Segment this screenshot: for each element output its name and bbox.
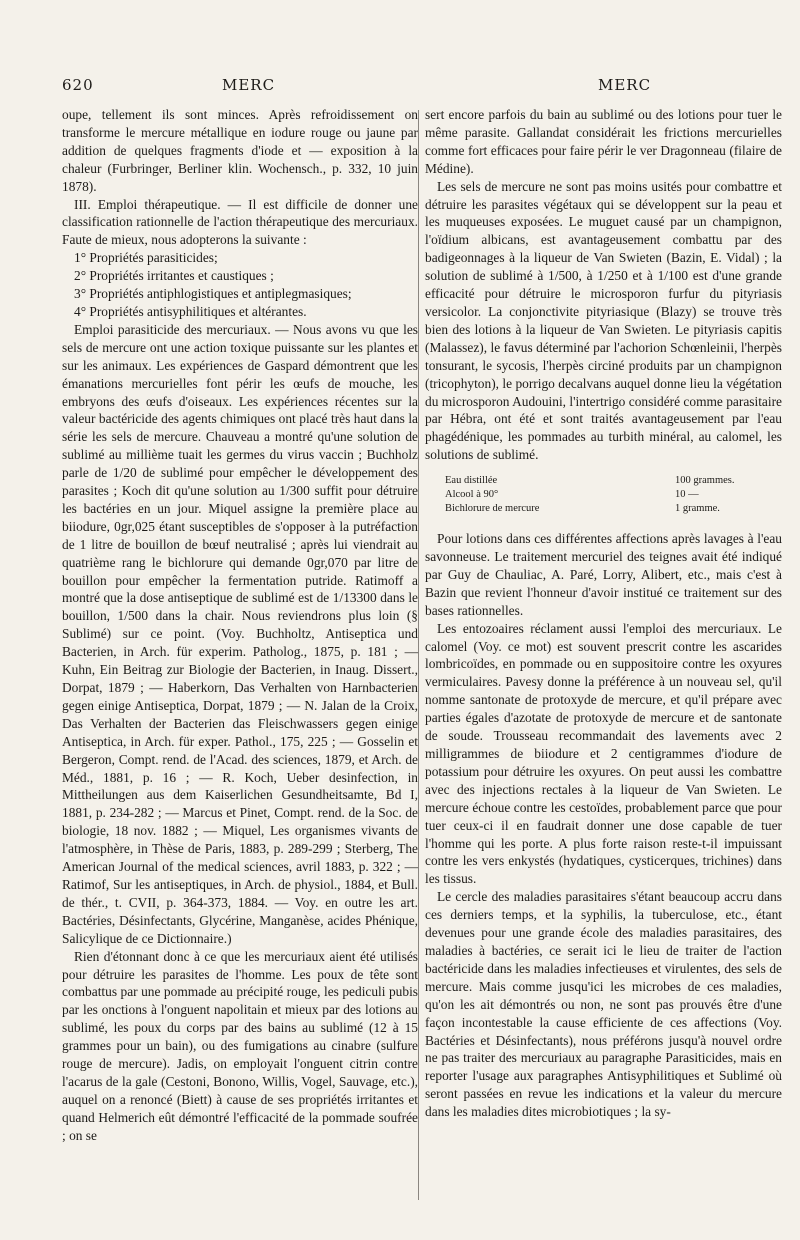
recipe-qty: 1 gramme. (675, 503, 720, 515)
recipe-row (445, 474, 735, 488)
recipe-qty: 100 grammes. (675, 475, 735, 487)
recipe-qty: 10 — (675, 489, 699, 501)
paragraph: sert encore parfois du bain au sublimé ou des lotions pour tuer le même parasite. Gallandat considérait les frictions mercurielles comme fort efficaces pour faire périr le ver Dragonneau (filaire de Médine). (425, 107, 782, 176)
properties-list (62, 249, 418, 321)
recipe-item: Alcool à 90° (445, 489, 499, 501)
paragraph: Le cercle des maladies parasitaires s'étant beaucoup accru dans ces derniers temps, et la syphilis, la tuberculose, etc., étant devenues pour une grande école des maladies parasitaires, des maladies à bactéries, ce serait ici le lieu de traiter de l'action bactéricide dans les maladies infectieuses et virulentes, des sels de mercure. Mais comme jusqu'ici les microbes de ces maladies, qu'on les ait démontrés ou non, ne sont pas prouvés être d'une façon incontestable la cause efficiente de ces affections (Voy. Bactéries et Désinfectants), nous préférons jusqu'à nouvel ordre ne pas traiter des mercuriaux au paragraphe Parasiticides, mais en reporter l'usage aux paragraphes Antisyphilitiques et Sublimé où seront passées en revue les indications et la valeur du mercure dans les maladies dites microbiotiques ; la sy- (425, 889, 782, 1120)
recipe-table (445, 474, 735, 516)
recipe-item: Eau distillée (445, 475, 498, 487)
paragraph: oupe, tellement ils sont minces. Après refroidissement on transforme le mercure métallique en iodure rouge ou jaune par addition de quelques fragments d'iode et — exposition à la chaleur (Furbringer, Berliner klin. Wochensch., p. 332, 10 juin 1878). (62, 107, 418, 194)
column-divider (418, 110, 419, 1200)
page-number: 620 (62, 76, 94, 94)
left-running-head: MERC (222, 76, 276, 94)
recipe-row (445, 502, 735, 516)
section-heading-paragraph: III. Emploi thérapeutique. — Il est difficile de donner une classification rationnelle de l'action thérapeutique des mercuriaux. Faute de mieux, nous adopterons la suivante : (62, 196, 418, 248)
paragraph: Les entozoaires réclament aussi l'emploi des mercuriaux. Le calomel (Voy. ce mot) est souvent prescrit contre les ascarides lombricoïdes, en pommade ou en suppositoire contre les oxyures vermiculaires. Pavesy donne la préférence à un nouveau sel, qu'il nomme santonate de protoxyde de mercure, et qu'il prépare avec parties égales d'azotate de protoxyde de mercure et de santonate de soude. Trousseau recommandait des lavements avec 2 milligrammes de biiodure et 2 centigrammes d'iodure de potassium pour détruire les oxyures. On peut aussi les combattre avec des injections rectales à la liqueur de Van Swieten. Le mercure échoue contre les cestoïdes, probablement parce que pour tuer ceux-ci il en faudrait donner une dose capable de tuer l'homme qui les porte. A plus forte raison reste-t-il impuissant contre les vers enkystés (hydatiques, cysticerques, trichines) dans les tissus. (425, 620, 782, 887)
paragraph: Les sels de mercure ne sont pas moins usités pour combattre et détruire les parasites végétaux qui se développent sur la peau et les muqueuses exposées. Le muguet causé par un champignon, l'oïdium albicans, est avantageusement combattu par des badigeonnages à la liqueur de Van Swieten (Bazin, E. Vidal) ; la solution de sublimé à 1/500, à 1/250 et à 1/100 est d'une grande efficacité pour détruire le microsporon furfur du pityriasis versicolor. La conjonctivite pityriasique (Blazy) se trouve très bien des lotions à la liqueur de Van Swieten. Le pityriasis capitis (Malassez), le favus déterminé par l'achorion Schœnleinii, l'herpès tonsurant, le sycosis, l'herpès circiné produits par un champignon (tricophyton), le porrigo decalvans auquel donne lieu la végétation du microsporon Audouini, l'intertrigo considéré comme parasitaire par Hébra, ont été et sont traités avantageusement par l'eau phagédénique, les pommades au turbith minéral, au calomel, les solutions de sublimé. (425, 178, 782, 463)
paragraph: Rien d'étonnant donc à ce que les mercuriaux aient été utilisés pour détruire les parasites de l'homme. Les poux de tête sont combattus par une pommade au précipité rouge, les pediculi pubis par les onctions à l'onguent napolitain et mieux par des lotions au sublimé, les poux du corps par des bains au sublimé (12 à 15 grammes pour un bain), ou des fumigations au cinabre (sulfure rouge de mercure). Jadis, on employait l'onguent citrin contre l'acarus de la gale (Cestoni, Bonono, Willis, Vogel, Sauvage, etc.), auquel on a renoncé (Biett) à cause de ses propriétés irritantes et quand Helmerich eût démontré l'efficacité de la pommade soufrée ; on se (62, 948, 418, 1143)
recipe-row (445, 488, 735, 502)
list-item: 4° Propriétés antisyphilitiques et altérantes. (74, 303, 307, 319)
running-header (0, 76, 800, 100)
list-item: 2° Propriétés irritantes et caustiques ; (74, 268, 274, 284)
right-column (425, 106, 782, 1121)
left-column (62, 106, 418, 1145)
list-item: 1° Propriétés parasiticides; (74, 250, 218, 266)
list-item: 3° Propriétés antiphlogistiques et antiplegmasiques; (74, 286, 352, 302)
right-running-head: MERC (598, 76, 652, 94)
recipe-item: Bichlorure de mercure (445, 503, 540, 515)
paragraph: Emploi parasiticide des mercuriaux. — Nous avons vu que les sels de mercure ont une action toxique puissante sur les plantes et sur les animaux. Les expériences de Gaspard démontrent que les émanations mercurielles font périr les œufs de mouche, les embryons des œufs d'oiseaux. Les expériences récentes sur la valeur bactéricide des agents chimiques ont placé très haut dans la série les sels de mercure. Chauveau a montré qu'une solution de sublimé au millième tuait les germes du virus vaccin ; Buchholz parle de 1/20 de sublimé pour empêcher le développement des parasites ; Koch dit qu'une solution au 1/300 suffit pour détruire les bactéries en un jour. Miquel assigne la première place au biiodure, 0gr,025 étant susceptibles de s'opposer à la putréfaction de 1 litre de bouillon de bœuf neutralisé ; après lui viendrait au quatrième rang le bichlorure qui demande 0gr,070 par litre de bouillon pour empêcher la fermentation putride. Ratimoff a montré que la dose antiseptique de sublimé est de 1/13300 dans le bouillon, 1/500 dans la chair. Nous reviendrons plus loin (§ Sublimé) sur ce point. (Voy. Buchholtz, Antiseptica und Bacterien, in Arch. für experim. Patholog., 1875, p. 181 ; — Kuhn, Ein Beitrag zur Biologie der Bacterien, in Inaug. Dissert., Dorpat, 1879 ; — Haberkorn, Das Verhalten von Harnbacterien gegen einige Antiseptica, Dorpat, 1879 ; — N. Jalan de la Croix, Das Verhalten der Bacterien das Fleischwassers gegen einige Antiseptica, in Arch. für exper. Pathol., 175, 225 ; — Gosselin et Bergeron, Compt. rend. de l'Acad. des sciences, 1879, et Arch. de Méd., 1881, p. 16 ; — R. Koch, Ueber desinfection, in Mittheilungen aus dem Kaiserlichen Gesundheitsamte, Bd I, 1881, p. 234-282 ; — Marcus et Pinet, Compt. rend. de la Soc. de biologie, 18 nov. 1882 ; — Miquel, Les organismes vivants de l'atmosphère, in Thèse de Paris, 1883, p. 289-299 ; Sterberg, The American Journal of the medical sciences, avril 1883, p. 322 ; — Ratimof, Sur les antiseptiques, in Arch. de physiol., 1884, et Bull. de thér., t. CVII, p. 364-373, 1884. — Voy. en outre les art. Bactéries, Désinfectants, Glycérine, Manganèse, acides Phénique, Salicylique de ce Dictionnaire.) (62, 321, 418, 946)
paragraph: Pour lotions dans ces différentes affections après lavages à l'eau savonneuse. Le traitement mercuriel des teignes avait été indiqué par Guy de Chauliac, A. Paré, Lorry, Alibert, etc., mais c'est à Bazin que revient l'honneur d'avoir institué ce traitement sur des bases rationnelles. (425, 531, 782, 618)
